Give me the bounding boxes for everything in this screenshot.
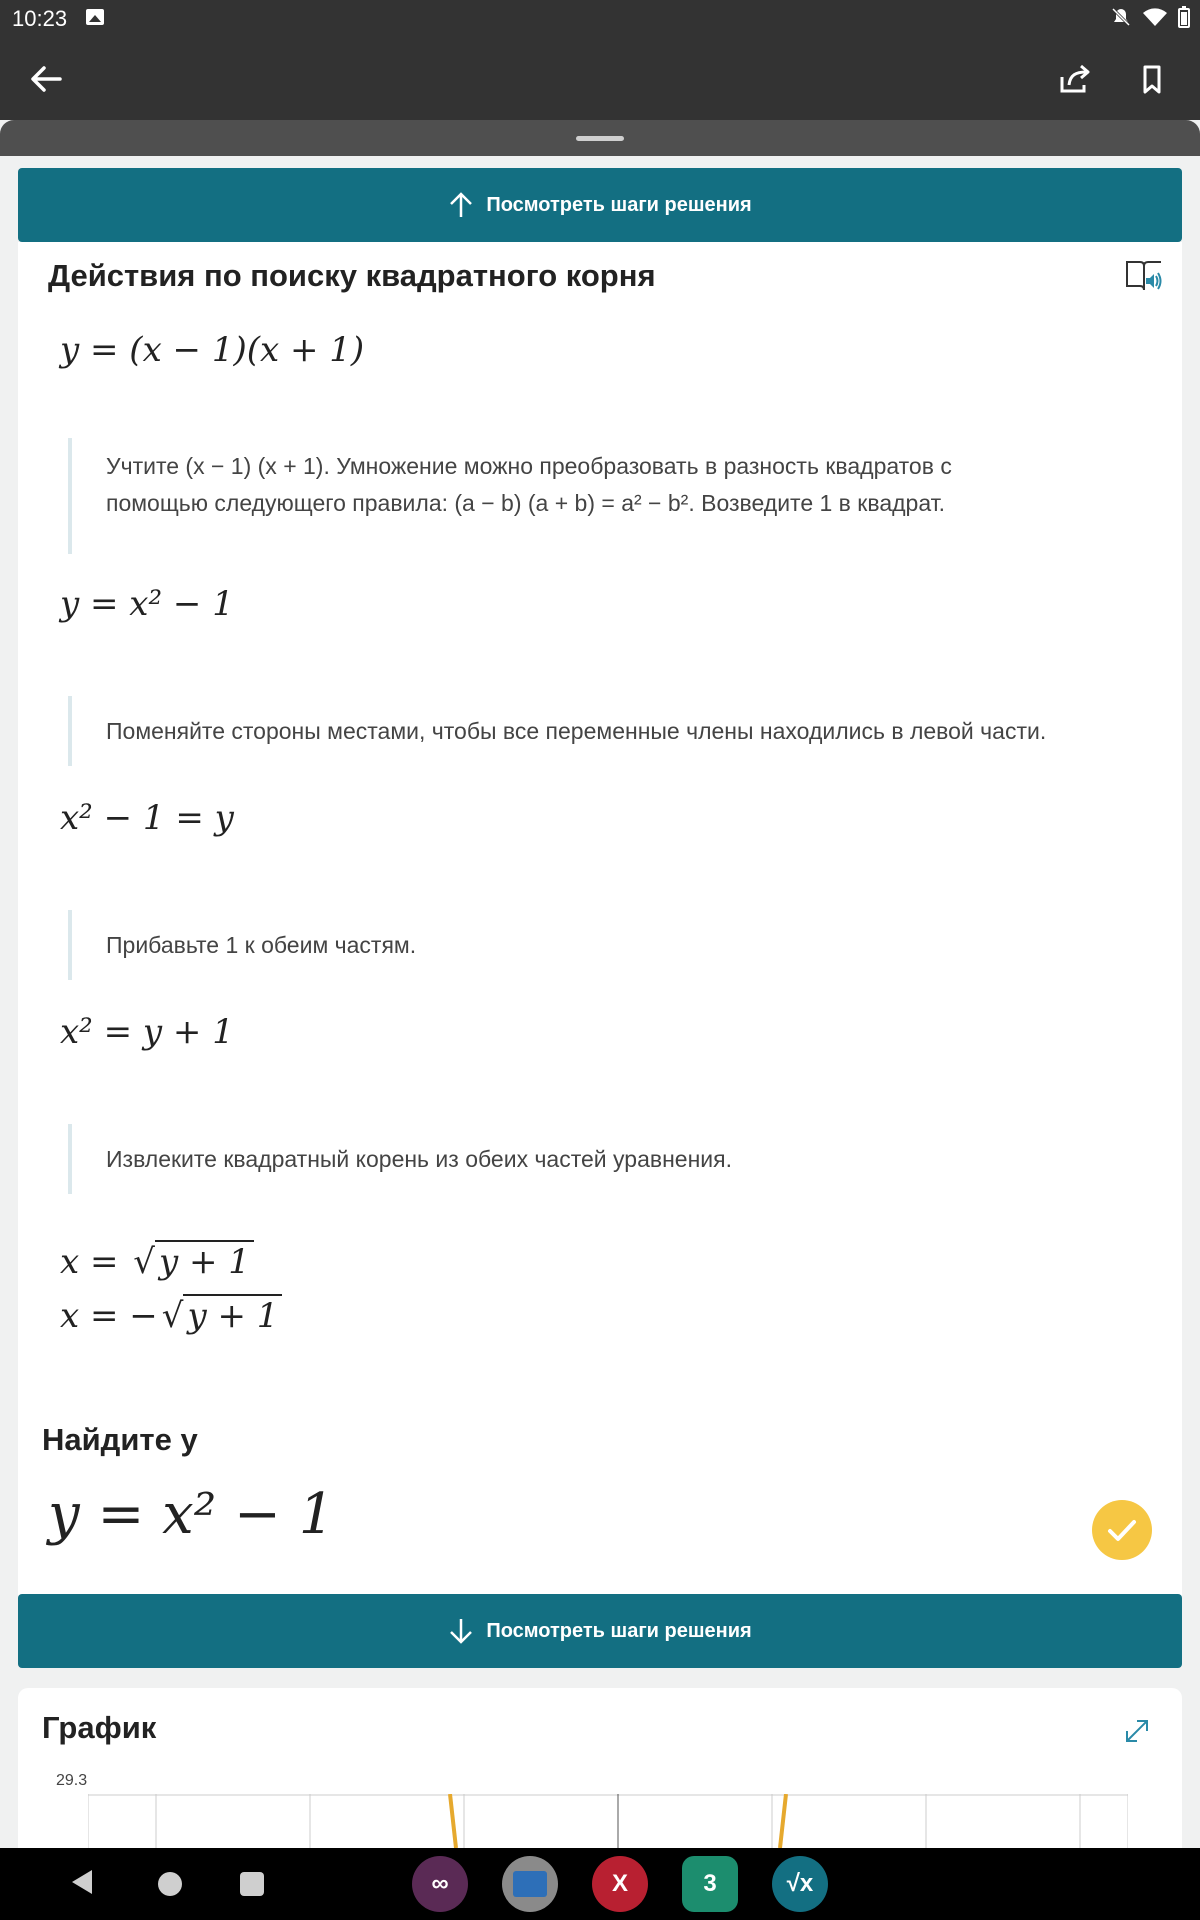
mute-icon [1110, 6, 1132, 28]
bookmark-icon[interactable] [1128, 55, 1176, 103]
nav-home-icon[interactable] [158, 1872, 182, 1896]
step-equation-2: y = x² − 1 [60, 584, 234, 624]
battery-icon [1178, 6, 1190, 28]
step-equation-5 [60, 1240, 254, 1282]
wifi-icon [1142, 7, 1168, 27]
view-steps-button-bottom[interactable] [18, 1594, 1182, 1668]
dock-app-4-icon[interactable]: 3 [682, 1856, 738, 1912]
parabola-left-branch [450, 1794, 456, 1848]
back-arrow-icon[interactable] [22, 55, 70, 103]
dock-app-2-icon[interactable] [502, 1856, 558, 1912]
graph-y-max-label: 29.3 [56, 1772, 88, 1789]
solution-content [0, 156, 1200, 1848]
share-icon[interactable] [1052, 55, 1100, 103]
step-note-1 [68, 438, 1166, 554]
nav-back-icon[interactable] [72, 1870, 92, 1894]
checkmark-icon [1092, 1500, 1152, 1560]
status-time: 10:23 [12, 6, 68, 31]
status-icons [1110, 6, 1190, 28]
step-equation-4: x² = y + 1 [60, 1012, 234, 1052]
view-steps-label: Посмотреть шаги решения [486, 193, 752, 216]
sqrt-sign: √ y + 1 [158, 1294, 283, 1336]
eq5-radicand: y + 1 [155, 1240, 254, 1282]
nav-recents-icon[interactable] [240, 1872, 264, 1896]
arrow-down-icon [448, 1617, 474, 1645]
dock-app-1-icon[interactable]: ∞ [412, 1856, 468, 1912]
bottom-sheet-header[interactable] [0, 120, 1200, 156]
solve-y-title: Найдите y [42, 1422, 198, 1457]
read-aloud-book-icon[interactable] [1124, 258, 1164, 294]
dock-math-app-icon[interactable]: √x [772, 1856, 828, 1912]
status-bar [0, 0, 1200, 37]
arrow-up-icon [448, 191, 474, 219]
correct-check-badge [1092, 1500, 1152, 1560]
graph-title: График [42, 1710, 157, 1745]
step-note-4: Извлеките квадратный корень из обеих частей уравнения. [68, 1124, 1166, 1194]
step-equation-3: x² − 1 = y [60, 798, 234, 838]
step-equation-1: y = (x − 1)(x + 1) [60, 330, 365, 370]
step-note-1-line-1: Учтите (x − 1) (x + 1). Умножение можно преобразовать в разность квадратов с [106, 453, 952, 479]
steps-card [18, 242, 1182, 1538]
step-note-2: Поменяйте стороны местами, чтобы все переменные члены находились в левой части. [68, 696, 1166, 766]
step-equation-6 [60, 1294, 282, 1336]
app-bar [0, 37, 1200, 120]
system-nav-bar [0, 1848, 1200, 1920]
eq6-prefix: x = − [60, 1296, 158, 1336]
expand-icon[interactable] [1122, 1716, 1152, 1746]
step-note-3: Прибавьте 1 к обеим частям. [68, 910, 1166, 980]
solve-y-result: y = x² − 1 [48, 1482, 335, 1547]
view-steps-button-top[interactable] [18, 168, 1182, 242]
eq6-radicand: y + 1 [183, 1294, 282, 1336]
step-note-1-line-2: помощью следующего правила: (a − b) (a + b) = a² − b². Возведите 1 в квадрат. [106, 490, 945, 516]
eq5-prefix: x = [60, 1242, 130, 1282]
image-notification-icon [86, 9, 104, 25]
dock-app-3-icon[interactable]: X [592, 1856, 648, 1912]
view-steps-label: Посмотреть шаги решения [486, 1619, 752, 1642]
graph-plot[interactable] [88, 1794, 1128, 1848]
drag-handle[interactable] [576, 136, 624, 141]
steps-title: Действия по поиску квадратного корня [48, 258, 656, 293]
parabola-right-branch [780, 1794, 786, 1848]
sqrt-sign: √ y + 1 [129, 1240, 254, 1282]
